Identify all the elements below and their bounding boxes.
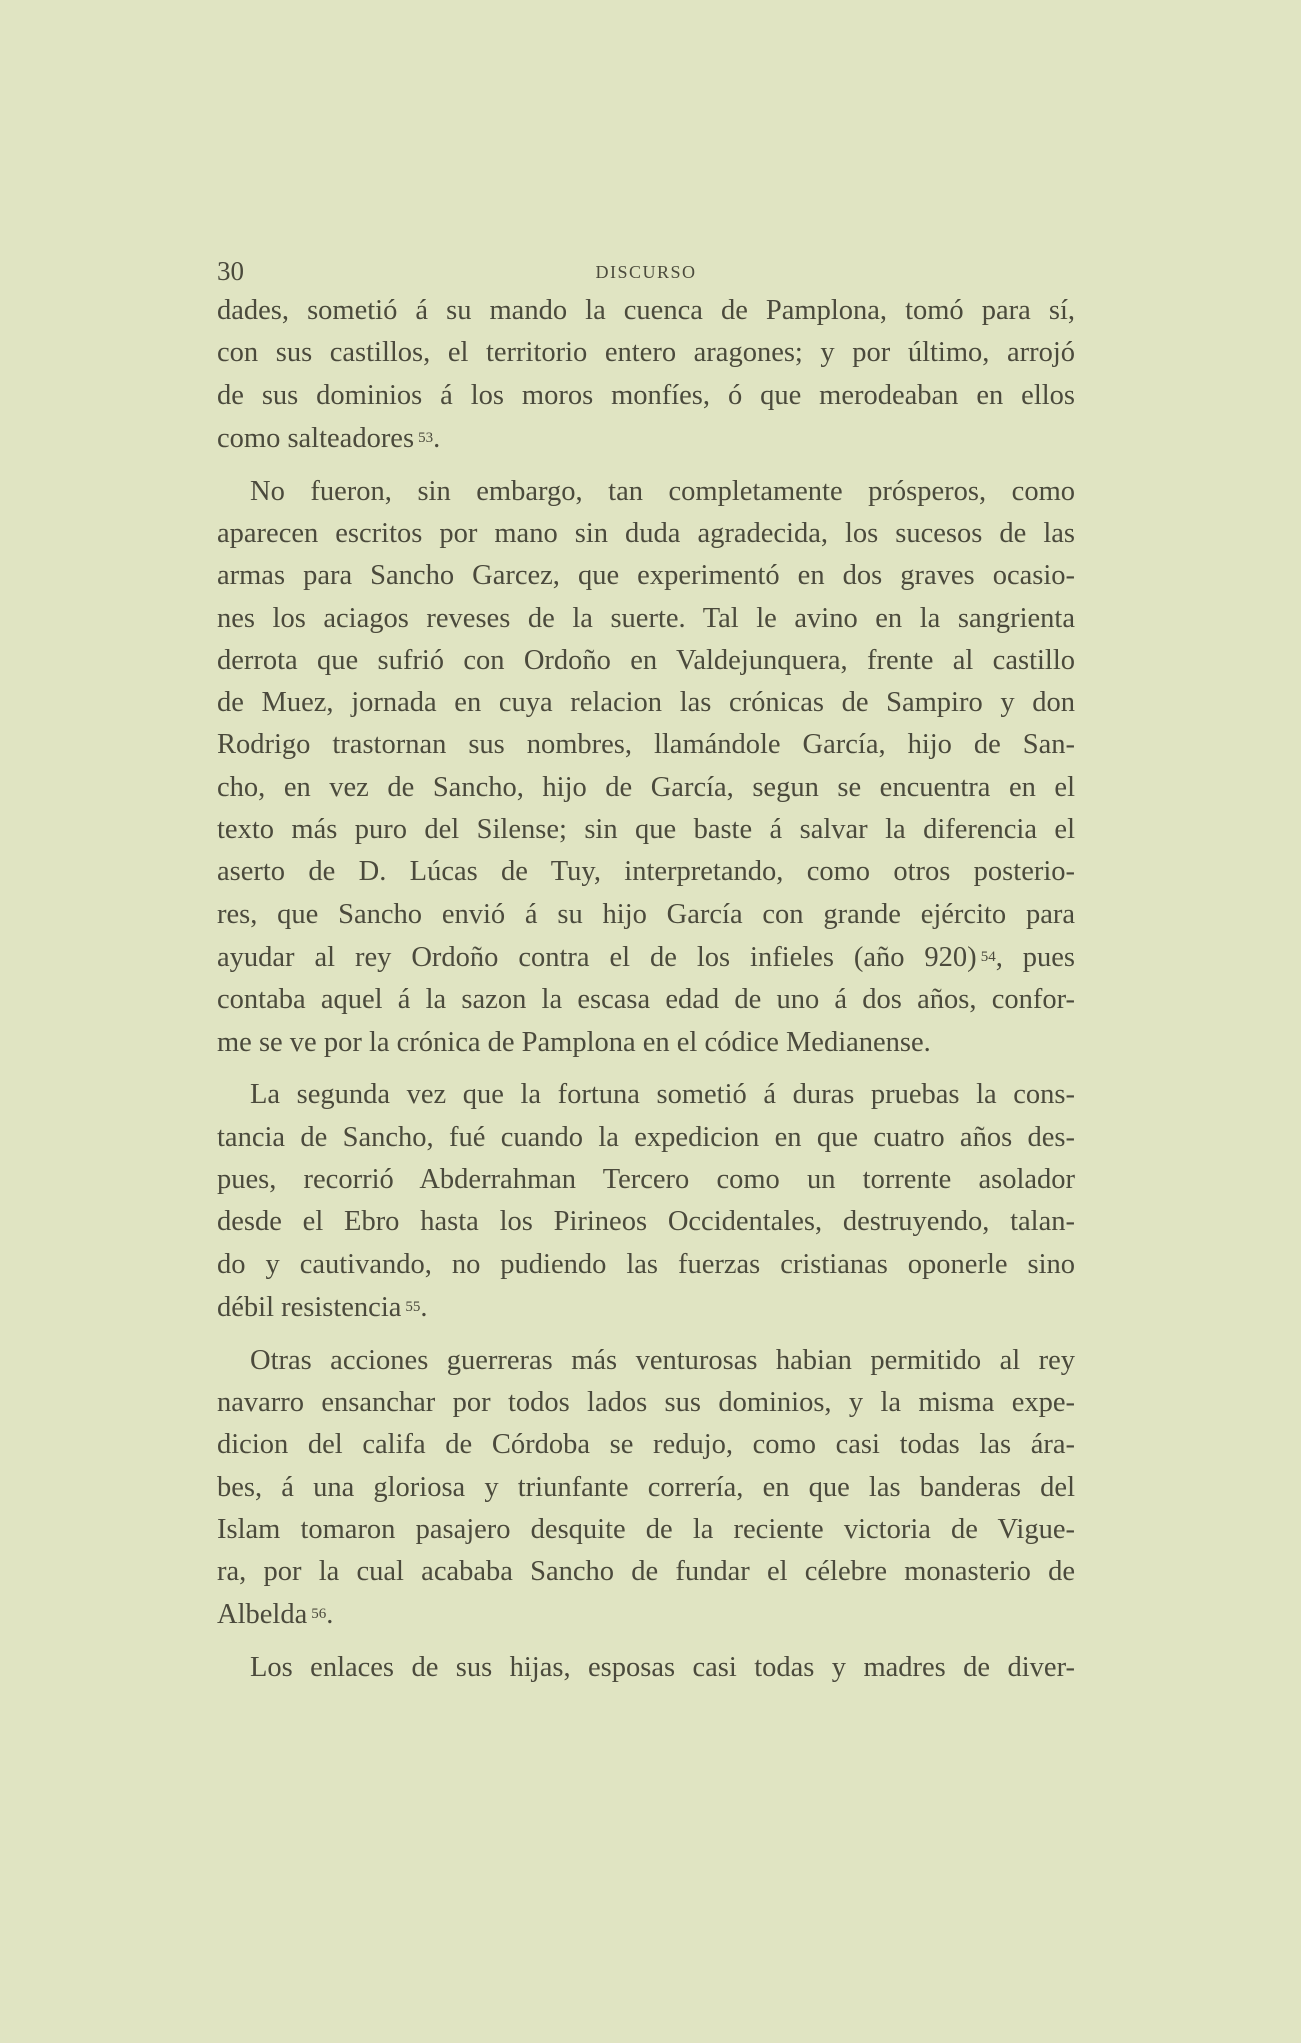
line-text: ayudar al rey Ordoño contra el de los infieles (año 920) [217,941,977,973]
line-text: pues, recorrió Abderrahman Tercero como un torrente asolador [217,1163,1075,1195]
line-text: armas para Sancho Garcez, que experimentó en dos graves ocasio- [217,560,1075,592]
text-line [217,894,1075,936]
text-line [217,851,1075,893]
footnote-reference: 53 [418,429,434,446]
paragraph [217,471,1075,1064]
line-text-after-note: . [433,422,441,454]
text-line [217,1340,1075,1382]
line-text: de Muez, jornada en cuya relacion las crónicas de Sampiro y don [217,687,1075,719]
text-line [217,1467,1075,1509]
line-text: No fueron, sin embargo, tan completamente prósperos, como [250,475,1075,507]
line-text: Islam tomaron pasajero desquite de la reciente victoria de Vigue- [217,1513,1075,1545]
text-line [217,1117,1075,1159]
line-text: Los enlaces de sus hijas, esposas casi todas y madres de diver- [250,1652,1075,1684]
line-text: con sus castillos, el territorio entero aragones; y por último, arrojó [217,337,1075,369]
line-text: aparecen escritos por mano sin duda agradecida, los sucesos de las [217,517,1075,549]
line-text: Otras acciones guerreras más venturosas habian permitido al rey [250,1344,1075,1376]
text-line [217,375,1075,417]
line-text: Rodrigo trastornan sus nombres, llamándole García, hijo de San- [217,729,1075,761]
text-line [217,290,1075,332]
text-line [217,417,1075,460]
text-line [217,1551,1075,1593]
line-text: tancia de Sancho, fué cuando la expedicion en que cuatro años des- [217,1121,1075,1153]
footnote-reference: 56 [311,1606,327,1623]
line-text: Albelda [217,1599,308,1631]
text-line [217,332,1075,374]
paragraph [217,1074,1075,1329]
line-text: res, que Sancho envió á su hijo García con grande ejército para [217,898,1075,930]
text-line [217,1201,1075,1243]
line-text: débil resistencia [217,1291,402,1323]
line-text: texto más puro del Silense; sin que baste á salvar la diferencia el [217,814,1075,846]
text-line [217,1593,1075,1636]
text-line [217,767,1075,809]
text-line [217,598,1075,640]
line-text: contaba aquel á la sazon la escasa edad de uno á dos años, confor- [217,984,1075,1016]
line-text-after-note: , pues [995,941,1075,973]
line-text: do y cautivando, no pudiendo las fuerzas cristianas oponerle sino [217,1248,1075,1280]
line-text: ra, por la cual acababa Sancho de fundar el célebre monasterio de [217,1556,1075,1588]
page-number: 30 [217,256,244,286]
text-line [217,1509,1075,1551]
text-line [217,555,1075,597]
text-line [217,1022,1075,1064]
running-title: DISCURSO [595,262,697,282]
text-line [217,471,1075,513]
line-text: me se ve por la crónica de Pamplona en el códice Medianense. [217,1026,931,1058]
line-text: La segunda vez que la fortuna sometió á duras pruebas la cons- [250,1079,1075,1111]
line-text: desde el Ebro hasta los Pirineos Occidentales, destruyendo, talan- [217,1206,1075,1238]
text-line [217,1244,1075,1286]
line-text-after-note: . [420,1291,428,1323]
paragraph [217,290,1075,460]
text-line [217,1647,1075,1689]
text-line [217,979,1075,1021]
line-text: de sus dominios á los moros monfíes, ó que merodeaban en ellos [217,379,1075,411]
line-text: cho, en vez de Sancho, hijo de García, segun se encuentra en el [217,771,1075,803]
paragraph [217,1647,1075,1689]
text-line [217,936,1075,979]
paragraph [217,1340,1075,1637]
line-text: navarro ensanchar por todos lados sus dominios, y la misma expe- [217,1386,1075,1418]
line-text: aserto de D. Lúcas de Tuy, interpretando, como otros posterio- [217,856,1075,888]
footnote-reference: 54 [980,948,996,965]
text-line [217,640,1075,682]
text-line [217,682,1075,724]
text-line [217,513,1075,555]
text-line [217,724,1075,766]
text-line [217,1074,1075,1116]
text-line [217,1159,1075,1201]
text-line [217,809,1075,851]
text-line [217,1382,1075,1424]
body-text [217,290,1075,1700]
line-text: derrota que sufrió con Ordoño en Valdejunquera, frente al castillo [217,644,1075,676]
line-text: dades, sometió á su mando la cuenca de Pamplona, tomó para sí, [217,295,1075,326]
line-text-after-note: . [326,1599,334,1631]
line-text: dicion del califa de Córdoba se redujo, como casi todas las ára- [217,1429,1075,1461]
line-text: como salteadores [217,422,415,454]
footnote-reference: 55 [405,1298,421,1315]
text-line [217,1286,1075,1329]
text-line [217,1424,1075,1466]
line-text: bes, á una gloriosa y triunfante correría, en que las banderas del [217,1471,1075,1503]
line-text: nes los aciagos reveses de la suerte. Tal le avino en la sangrienta [217,602,1075,634]
